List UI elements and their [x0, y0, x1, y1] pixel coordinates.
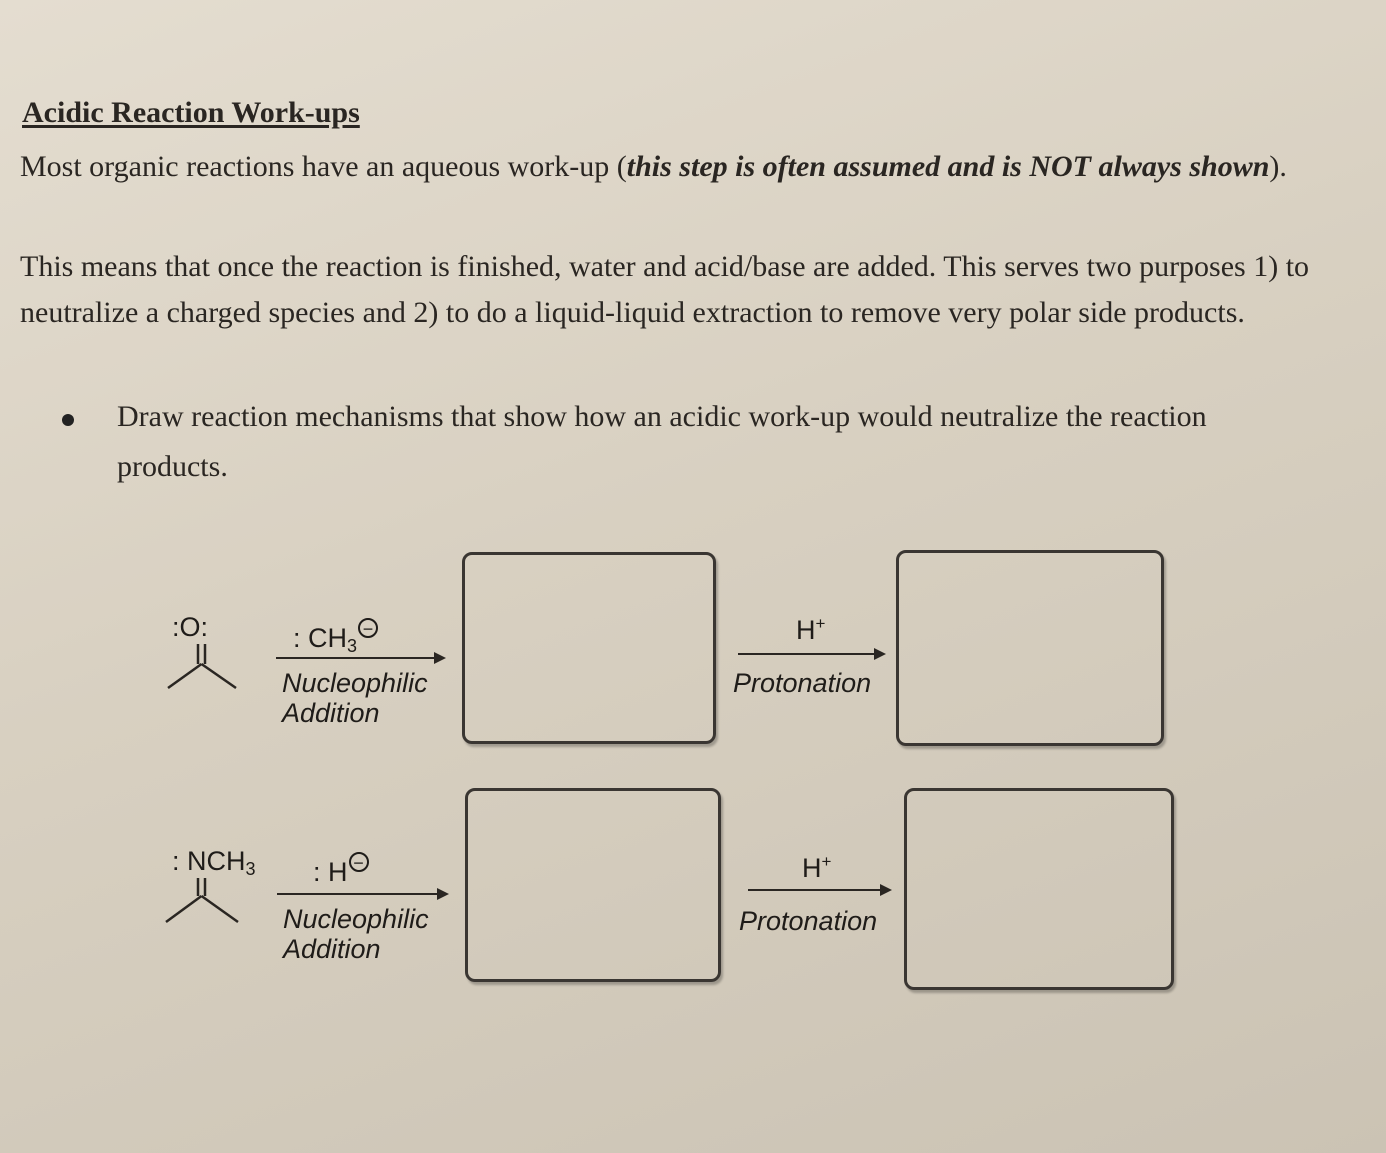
instruction-text: Draw reaction mechanisms that show how an acidic work-up would neutralize the reaction products. [117, 400, 1207, 483]
reactant-2-subscript: 3 [245, 859, 256, 879]
step-label-2b: Protonation [739, 906, 878, 936]
reaction-arrow-2a [277, 893, 447, 895]
negative-charge-icon: − [358, 618, 378, 638]
intro-emphasis: this step is often assumed and is NOT always shown [626, 150, 1270, 183]
answer-box-1b[interactable] [896, 550, 1164, 746]
step-label-1a [282, 668, 428, 728]
negative-charge-icon: − [349, 852, 369, 872]
reactant-2-text: : NCH [172, 846, 246, 876]
step-label-2a [283, 904, 429, 964]
step-label-1b: Protonation [733, 668, 872, 698]
answer-box-2a[interactable] [465, 788, 721, 982]
reagent-2-text: : H [313, 857, 348, 887]
reaction-arrow-1b [738, 653, 884, 655]
answer-box-1a[interactable] [462, 552, 716, 744]
answer-box-2b[interactable] [904, 788, 1174, 990]
reagent-1b-superscript: + [815, 614, 826, 633]
intro-paragraph [20, 144, 1340, 190]
reagent-1-text: : CH [293, 623, 347, 653]
reagent-1 [293, 618, 378, 657]
bullet-dot-icon [62, 414, 74, 426]
purpose-paragraph: This means that once the reaction is finished, water and acid/base are added. This serves two purposes 1) to neutralize a charged species and 2) to do a liquid-liquid extraction to remove very polar side products. [20, 250, 1310, 329]
intro-lead: Most organic reactions have an aqueous work-up ( [20, 150, 627, 183]
reaction-arrow-2b [748, 889, 890, 891]
reagent-1b-text: H [796, 615, 816, 645]
step-label-2a-line2: Addition [283, 934, 381, 964]
reagent-1b [796, 614, 825, 646]
reagent-2b-text: H [802, 853, 822, 883]
page-title: Acidic Reaction Work-ups [22, 96, 360, 129]
reactant-1-label: :O: [172, 612, 209, 642]
imine-structure-icon [160, 876, 250, 936]
step-label-1a-line1: Nucleophilic [282, 668, 428, 698]
intro-tail: ). [1269, 150, 1287, 183]
step-label-1a-line2: Addition [282, 698, 380, 728]
reagent-2b [802, 852, 831, 884]
reagent-2 [313, 852, 369, 888]
reagent-2b-superscript: + [821, 852, 832, 871]
reagent-1-subscript: 3 [347, 636, 358, 656]
ketone-structure-icon [160, 640, 250, 700]
step-label-2a-line1: Nucleophilic [283, 904, 429, 934]
reactant-2-label [172, 846, 256, 880]
reaction-arrow-1a [276, 657, 444, 659]
